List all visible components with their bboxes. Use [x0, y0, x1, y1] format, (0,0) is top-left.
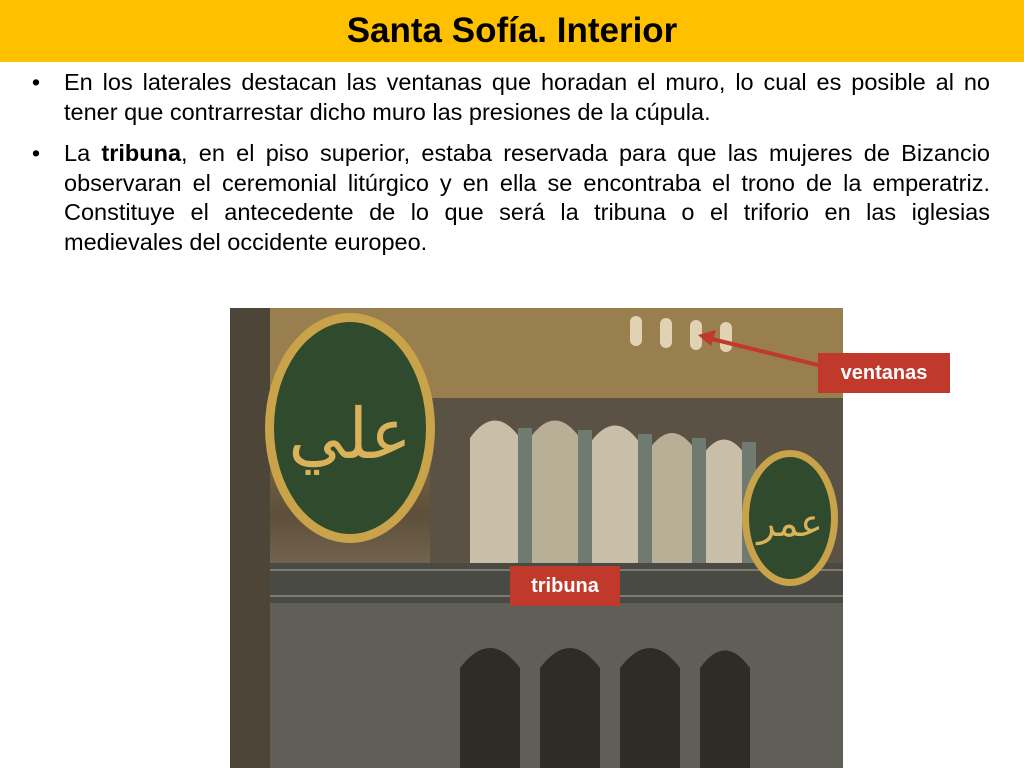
- medallion-right: [742, 450, 838, 586]
- photo-illustration: [230, 308, 843, 768]
- left-pillar: [230, 308, 270, 768]
- bullet-text-before: La: [64, 140, 102, 166]
- medallion-left-calligraphy: علي: [288, 393, 412, 475]
- bullet-item: [26, 68, 990, 127]
- bullet-list: [26, 68, 990, 269]
- bullet-marker: •: [31, 69, 41, 95]
- bullet-item: [26, 139, 990, 257]
- label-ventanas: ventanas: [818, 353, 950, 393]
- medallion-left: [265, 313, 435, 543]
- bullet-text: En los laterales destacan las ventanas que horadan el muro, lo cual es posible al no tener que contrarrestar dicho muro las presiones de la cúpula.: [64, 69, 990, 125]
- label-tribuna: tribuna: [510, 566, 620, 606]
- title-bar: [0, 0, 1024, 62]
- lower-wall: [230, 603, 843, 768]
- bullet-marker: •: [31, 140, 41, 166]
- bullet-text-after: , en el piso superior, estaba reservada para que las mujeres de Bizancio observaran el ceremonial litúrgico y en ella se encontraba el trono de la emperatriz. Constituye el antecedente de lo que será la tribuna o el triforio en las iglesias medievales del occidente europeo.: [64, 140, 991, 255]
- hagia-sophia-interior-photo: [230, 308, 843, 768]
- medallion-right-calligraphy: عمر: [757, 501, 823, 545]
- bullet-text-bold: tribuna: [101, 140, 182, 166]
- slide-title: Santa Sofía. Interior: [346, 11, 678, 50]
